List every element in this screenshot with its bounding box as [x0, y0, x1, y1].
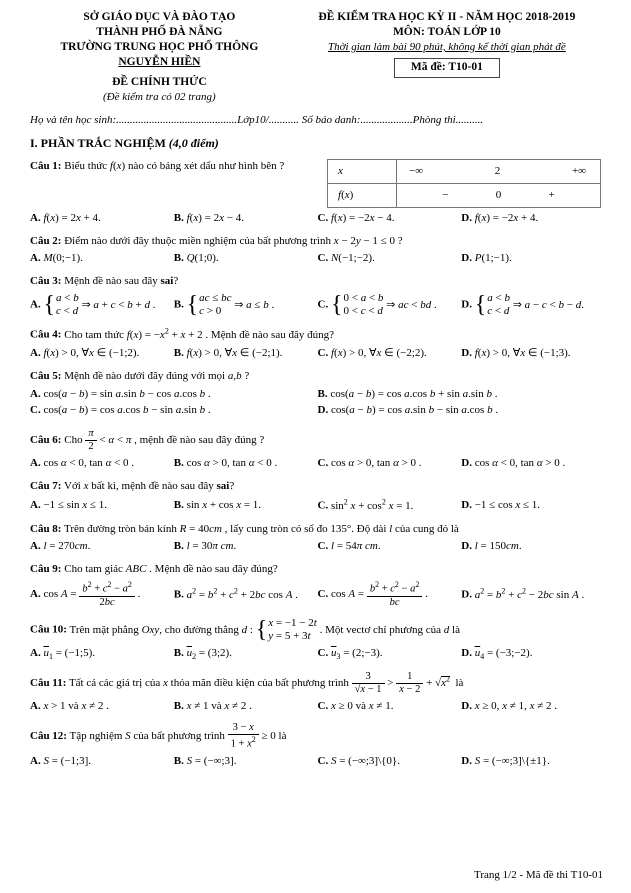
question-2 — [30, 234, 605, 267]
school-city: THÀNH PHỐ ĐÀ NẴNG — [96, 25, 223, 38]
option-b: B. f(x) > 0, ∀x ∈ (−2;1). — [173, 346, 283, 359]
option-b: B. cos α > 0, tan α < 0 . — [173, 457, 278, 470]
option-c: C. $\overline{u}_3$ = (2;−3). — [317, 647, 383, 662]
option-c: C. $\sin^2 x + \cos^2 x = 1$. — [317, 497, 414, 512]
question-11-text: Câu 11: Tất cả các giá trị của x thỏa mãn điều kiện của bất phương trình $\frac{3}{√x - 1}$ > $\frac{1}{x - 2}$ + $√x^2$ là — [30, 671, 464, 696]
sign-table-cell: + — [548, 188, 555, 201]
option-b: B. S = (−∞;3]. — [173, 754, 237, 767]
sign-table — [327, 159, 601, 208]
section-title: I. PHẦN TRẮC NGHIỆM — [30, 135, 166, 150]
question-11 — [30, 671, 605, 714]
option-c: C. cos A = $\frac{b^2 + c^2 - a^2}{bc}$ . — [317, 580, 428, 608]
option-d: D. { a < b c < d ⇒ a − c < b − d. — [461, 292, 584, 319]
question-12-options — [30, 754, 605, 769]
option-c: C. cos(a − b) = cos a.cos b − sin a.sin b . — [30, 404, 211, 417]
exam-title: ĐỀ KIỂM TRA HỌC KỲ II - NĂM HỌC 2018-2019 — [318, 11, 576, 23]
option-b: B. Q(1;0). — [173, 252, 219, 265]
question-1 — [30, 159, 605, 226]
exam-official-label: ĐỀ CHÍNH THỨC — [112, 75, 207, 88]
question-8-options — [30, 539, 605, 554]
question-8-text: Câu 8: Trên đường tròn bán kính R = 40cm , lấy cung tròn có số đo 135°. Độ dài l của cung đó là — [30, 522, 459, 535]
option-c: C. f(x) = −2x − 4. — [317, 211, 395, 224]
option-d: D. f(x) > 0, ∀x ∈ (−1;3). — [461, 346, 571, 359]
exam-header — [30, 10, 605, 104]
option-a: A. f(x) > 0, ∀x ∈ (−1;2). — [30, 346, 140, 359]
school-type: TRƯỜNG TRUNG HỌC PHỔ THÔNG — [60, 40, 259, 53]
option-c: C. x ≥ 0 và x ≠ 1. — [317, 700, 394, 713]
option-a: A. f(x) = 2x + 4. — [30, 211, 101, 224]
question-11-options — [30, 699, 605, 714]
question-7-text: Câu 7: Với x bất kì, mệnh đề nào sau đây sai? — [30, 480, 235, 493]
sign-table-cell: −∞ — [409, 165, 424, 178]
option-a: A. −1 ≤ sin x ≤ 1. — [30, 498, 107, 511]
question-4-options — [30, 346, 605, 361]
option-c: C. N(−1;−2). — [317, 252, 375, 265]
sign-table-cell: +∞ — [571, 165, 586, 178]
school-block — [30, 10, 289, 104]
question-2-options — [30, 251, 605, 266]
option-a: A. cos(a − b) = sin a.sin b − cos a.cos b . — [30, 387, 211, 400]
exam-code-box: Mã đề: T10-01 — [394, 58, 500, 78]
question-1-text: Câu 1: Biểu thức f(x) nào có bảng xét dấu như hình bên ? — [30, 160, 285, 173]
option-d: D. S = (−∞;3]\{±1}. — [461, 754, 550, 767]
option-b: B. sin x + cos x = 1. — [173, 498, 262, 511]
exam-title-block — [289, 10, 605, 104]
section-points: (4,0 điểm) — [168, 135, 219, 150]
option-a: A. { a < b c < d ⇒ a + c < b + d . — [30, 292, 156, 319]
option-b: B. { ac ≤ bc c > 0 ⇒ a ≤ b . — [173, 292, 275, 319]
question-12 — [30, 722, 605, 768]
option-a: A. M(0;−1). — [30, 252, 83, 265]
question-5 — [30, 369, 605, 421]
sign-table-cell: 2 — [494, 165, 501, 178]
question-12-text: Câu 12: Tập nghiệm S của bất phương trình $\frac{3 - x}{1 + x^2}$ ≥ 0 là — [30, 722, 287, 750]
school-name: NGUYỄN HIỀN — [118, 55, 201, 68]
question-4-text: Câu 4: Cho tam thức $f(x) = -x^2 + x + 2$ . Mệnh đề nào sau đây đúng? — [30, 326, 334, 342]
sign-table-cell: − — [442, 188, 449, 201]
page-footer: Trang 1/2 - Mã đề thi T10-01 — [474, 869, 603, 882]
question-3 — [30, 274, 605, 318]
option-d: D. P(1;−1). — [461, 252, 512, 265]
option-a: A. x > 1 và x ≠ 2 . — [30, 700, 109, 713]
option-c: C. f(x) > 0, ∀x ∈ (−2;2). — [317, 346, 427, 359]
question-10-options — [30, 646, 605, 663]
option-d: D. x ≥ 0, x ≠ 1, x ≠ 2 . — [461, 700, 558, 713]
option-b: B. x ≠ 1 và x ≠ 2 . — [173, 700, 252, 713]
question-9-text: Câu 9: Cho tam giác ABC . Mệnh đề nào sau đây đúng? — [30, 563, 278, 576]
section-heading — [30, 135, 605, 151]
exam-pages-note: (Đề kiểm tra có 02 trang) — [103, 90, 216, 103]
sign-table-row-label: f(x) — [328, 184, 397, 207]
question-5-options — [30, 387, 605, 421]
option-b: B. cos(a − b) = cos a.cos b + sin a.sin b . — [317, 387, 498, 400]
question-1-options — [30, 211, 605, 226]
question-9-options — [30, 580, 605, 609]
option-d: D. cos(a − b) = cos a.sin b − sin a.cos b . — [317, 404, 499, 417]
question-1-label: Câu 1: — [30, 160, 62, 173]
option-d: D. l = 150cm. — [461, 540, 522, 553]
option-a: A. cos α < 0, tan α < 0 . — [30, 457, 135, 470]
option-c: C. S = (−∞;3]\{0}. — [317, 754, 400, 767]
option-b: B. $a^2 = b^2 + c^2 + 2bc$ cos A . — [173, 586, 298, 601]
option-c: C. cos α > 0, tan α > 0 . — [317, 457, 422, 470]
student-info-line: Họ và tên học sinh:............................................Lớp10/........... Số báo danh:...................Phòng thi.......... — [30, 113, 484, 126]
sign-table-row-fx — [328, 184, 600, 207]
option-b: B. l = 30π cm. — [173, 540, 237, 553]
option-d: D. $a^2 = b^2 + c^2 - 2bc$ sin A . — [461, 586, 585, 601]
question-5-text: Câu 5: Mệnh đề nào dưới đây đúng với mọi a,b ? — [30, 369, 250, 382]
option-c: C. { 0 < a < b 0 < c < d ⇒ ac < bd . — [317, 292, 437, 319]
option-a: A. cos A = $\frac{b^2 + c^2 - a^2}{2bc}$ . — [30, 580, 141, 608]
question-10 — [30, 617, 605, 663]
exam-duration: Thời gian làm bài 90 phút, không kể thời gian phát đề — [327, 40, 566, 53]
question-6-text: Câu 6: Cho $\frac{\pi}{2}$ < α < π , mệnh đề nào sau đây đúng ? — [30, 428, 265, 453]
question-4 — [30, 326, 605, 360]
question-7 — [30, 479, 605, 513]
sign-table-cell: 0 — [495, 188, 502, 201]
question-3-text: Câu 3: Mệnh đề nào sau đây sai? — [30, 275, 179, 288]
option-d: D. cos α < 0, tan α > 0 . — [461, 457, 566, 470]
exam-subject: MÔN: TOÁN LỚP 10 — [392, 25, 501, 38]
sign-table-row-x — [328, 160, 600, 184]
option-d: D. $\overline{u}_4$ = (−3;−2). — [461, 647, 533, 662]
option-d: D. −1 ≤ cos x ≤ 1. — [461, 498, 541, 511]
question-7-options — [30, 497, 605, 514]
question-10-text: Câu 10: Trên mặt phẳng Oxy, cho đường thẳng d : { x = −1 − 2t y = 5 + 3t . Một vectơ chỉ phương của d là — [30, 616, 460, 643]
option-a: A. l = 270cm. — [30, 540, 91, 553]
option-b: B. f(x) = 2x − 4. — [173, 211, 244, 224]
school-department: SỞ GIÁO DỤC VÀ ĐÀO TẠO — [83, 11, 236, 23]
question-9 — [30, 562, 605, 608]
question-8 — [30, 522, 605, 555]
option-c: C. l = 54π cm. — [317, 540, 381, 553]
option-a: A. S = (−1;3]. — [30, 754, 91, 767]
option-b: B. $\overline{u}_2$ = (3;2). — [173, 647, 232, 662]
question-6 — [30, 428, 605, 471]
question-2-text: Câu 2: Điểm nào dưới đây thuộc miền nghiệm của bất phương trình x − 2y − 1 ≤ 0 ? — [30, 234, 403, 247]
question-6-options — [30, 456, 605, 471]
option-a: A. $\overline{u}_1$ = (−1;5). — [30, 647, 95, 662]
option-d: D. f(x) = −2x + 4. — [461, 211, 539, 224]
question-3-options — [30, 292, 605, 318]
sign-table-corner: x — [328, 160, 397, 183]
